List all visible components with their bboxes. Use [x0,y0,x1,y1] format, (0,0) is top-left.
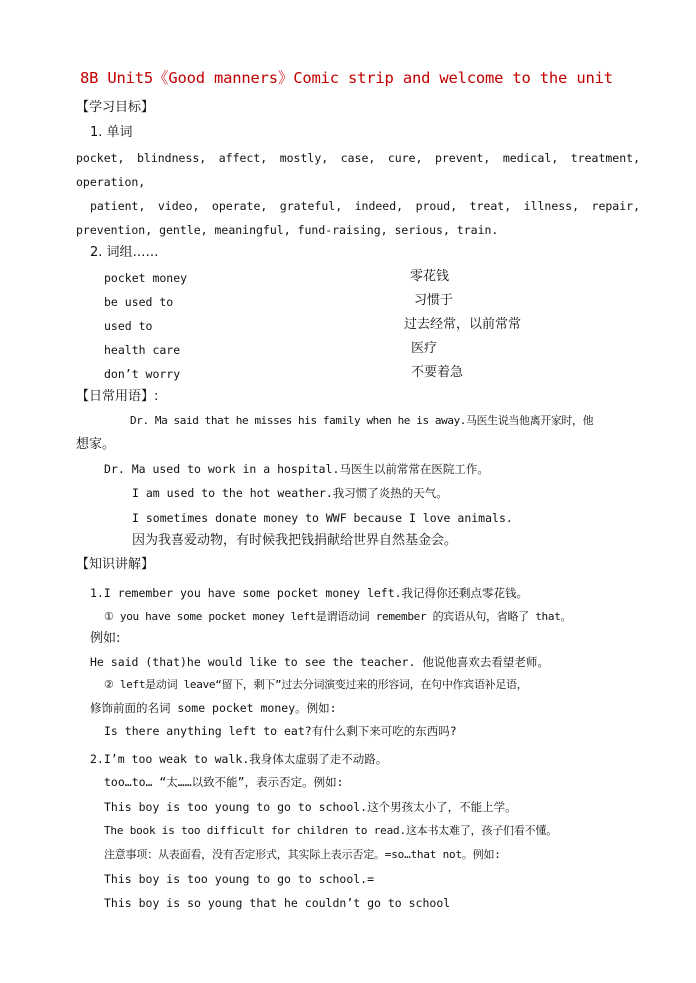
point-2b: This boy is too young to go to school.这个男孩太小了，不能上学。 [104,800,517,814]
point-1a-example: He said (that)he would like to see the teacher. 他说他喜欢去看望老师。 [90,655,549,669]
daily-line-3: Dr. Ma used to work in a hospital.马医生以前常常在医院工作。 [104,462,489,476]
phrases-heading: 2. 词组…… [90,245,159,260]
phrase-en: be used to [104,295,174,309]
phrase-en: used to [104,319,153,333]
daily-line-1: Dr. Ma said that he misses his family when he is away.马医生说当他离开家时，他 [130,414,594,427]
phrase-cn: 医疗 [411,341,438,356]
phrase-cn: 零花钱 [410,269,450,284]
words-heading: 1. 单词 [90,125,133,140]
point-2e: This boy is too young to go to school.= [104,872,375,886]
daily-line-4: I am used to the hot weather.我习惯了炎热的天气。 [132,486,448,500]
phrase-cn: 不要着急 [411,365,464,380]
daily-header: 【日常用语】: [76,389,159,404]
words-line-3: patient, video, operate, grateful, indeed, proud, treat, illness, repair, [90,199,640,213]
phrase-cn: 习惯于 [414,293,454,308]
daily-line-2: 想家。 [76,437,116,452]
point-2d: 注意事项：从表面看，没有否定形式，其实际上表示否定。=so…that not。例如: [104,848,501,861]
point-2f: This boy is so young that he couldn’t go to school [104,896,451,910]
knowledge-header: 【知识讲解】 [76,557,155,572]
words-line-4: prevention, gentle, meaningful, fund-raising, serious, train. [76,223,499,237]
point-1b-line-2: 修饰前面的名词 some pocket money。例如: [90,701,337,715]
phrase-cn: 过去经常，以前常常 [404,317,522,332]
point-1a-example-label: 例如: [90,631,121,646]
point-2a: too…to… “太……以致不能”，表示否定。例如: [104,775,344,789]
objectives-header: 【学习目标】 [76,100,155,115]
point-1b: ② left是动词 leave“留下，剩下”过去分词演变过来的形容词，在句中作宾语补足语， [104,678,528,691]
phrase-en: health care [104,343,181,357]
page-title: 8B Unit5《Good manners》Comic strip and welcome to the unit [80,69,613,87]
daily-line-5: I sometimes donate money to WWF because I love animals. [132,511,513,525]
point-2: 2.I’m too weak to walk.我身体太虚弱了走不动路。 [90,752,388,766]
words-line-2: operation, [76,175,146,189]
point-2c: The book is too difficult for children to read.这本书太难了，孩子们看不懂。 [104,824,558,837]
point-1b-example: Is there anything left to eat?有什么剩下来可吃的东西吗? [104,724,457,738]
words-line-1: pocket, blindness, affect, mostly, case, cure, prevent, medical, treatment, [76,151,640,165]
phrase-en: don’t worry [104,367,181,381]
phrase-en: pocket money [104,271,188,285]
point-1a: ① you have some pocket money left是谓语动词 remember 的宾语从句，省略了 that。 [104,610,572,623]
point-1: 1.I remember you have some pocket money left.我记得你还剩点零花钱。 [90,586,529,600]
daily-line-6: 因为我喜爱动物，有时候我把钱捐献给世界自然基金会。 [132,533,458,548]
